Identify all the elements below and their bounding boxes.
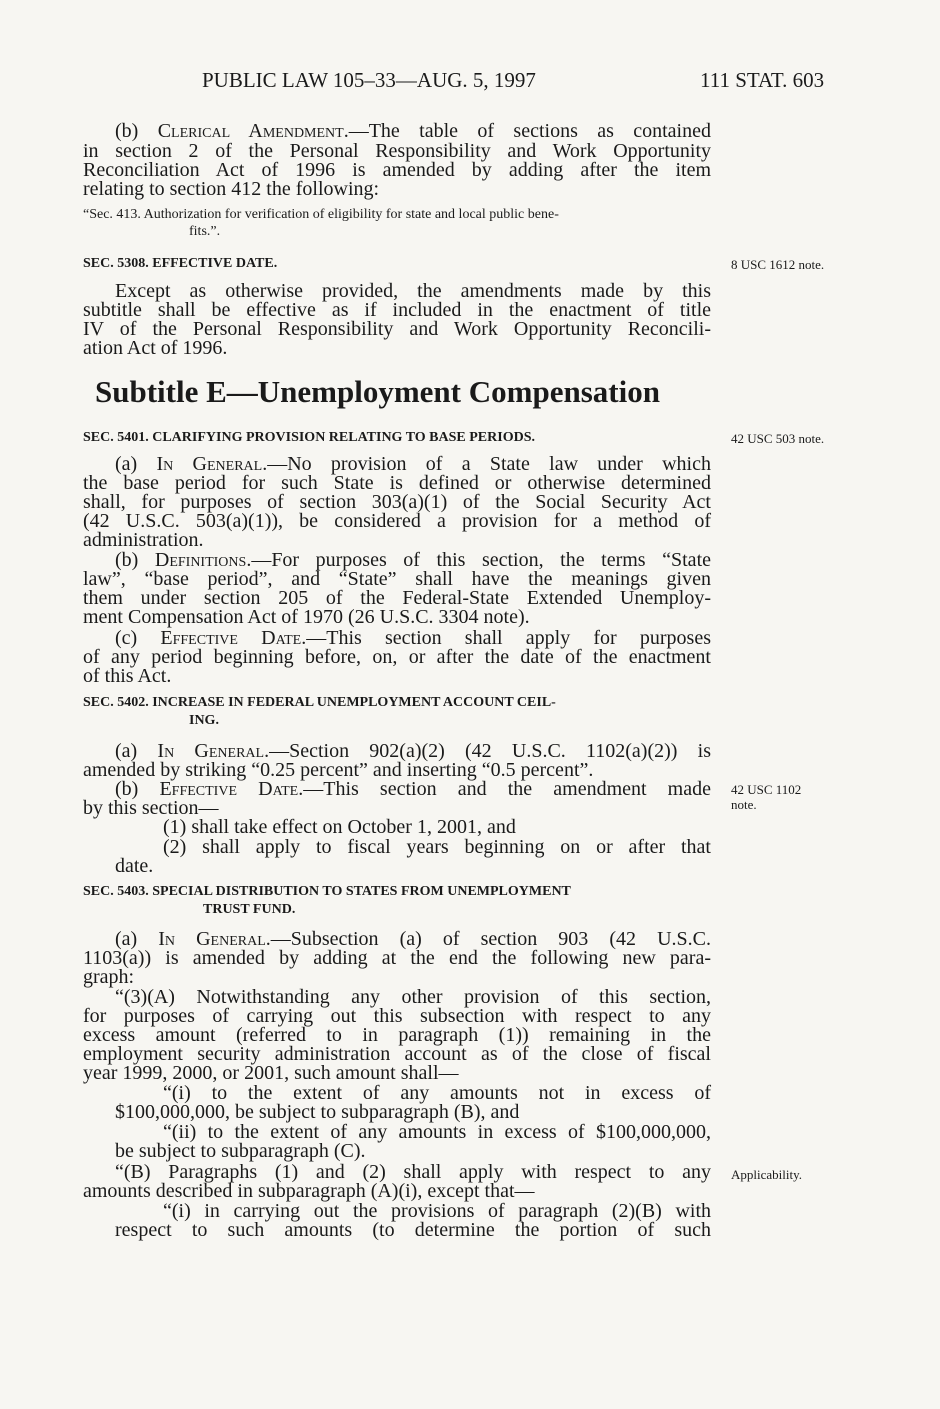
sec5401-b-line-4: ment Compensation Act of 1970 (26 U.S.C. 3304 note). — [83, 606, 530, 628]
sec5401-a-line-2: the base period for such State is defined or otherwise determined — [83, 472, 711, 494]
section-heading-5402-line-2: ING. — [189, 713, 219, 728]
section-heading-5403-line-2: TRUST FUND. — [203, 902, 296, 917]
sec5308-line-1: Except as otherwise provided, the amendments made by this — [115, 280, 711, 302]
sec5401-c-line-2: of any period beginning before, on, or after the date of the enactment — [83, 646, 711, 668]
sec5401-a-line-4: (42 U.S.C. 503(a)(1)), be considered a provision for a method of — [83, 510, 711, 532]
running-header-left: PUBLIC LAW 105–33—AUG. 5, 1997 — [202, 68, 536, 92]
sec5403-a-line-3: graph: — [83, 966, 135, 988]
sec5403-a-line-1: (a) In General.—Subsection (a) of section 903 (42 U.S.C. — [115, 928, 711, 950]
sec5402-b-line-2: by this section— — [83, 797, 219, 819]
sec5308-line-3: IV of the Personal Responsibility and Work Opportunity Reconcili- — [83, 318, 711, 340]
clerical-amendment-line-1: (b) Clerical Amendment.—The table of sections as contained — [115, 120, 711, 142]
sec5402-a-line-1: (a) In General.—Section 902(a)(2) (42 U.S.C. 1102(a)(2)) is — [115, 740, 711, 762]
clerical-amendment-line-4: relating to section 412 the following: — [83, 178, 380, 200]
sec5401-c-line-3: of this Act. — [83, 665, 172, 687]
quoted-3A-line-3: excess amount (referred to in paragraph (1)) remaining in the — [83, 1024, 711, 1046]
sec5402-a-line-2: amended by striking “0.25 percent” and inserting “0.5 percent”. — [83, 759, 594, 781]
clause-i-line-2: $100,000,000, be subject to subparagraph (B), and — [115, 1101, 520, 1123]
section-heading-5401: SEC. 5401. CLARIFYING PROVISION RELATING TO BASE PERIODS. — [83, 430, 535, 445]
sec5402-b-line-1: (b) Effective Date.—This section and the amendment made — [115, 778, 711, 800]
margin-note-5401: 42 USC 503 note. — [731, 431, 825, 446]
table-entry-line-1: “Sec. 413. Authorization for verification of eligibility for state and local public bene- — [83, 207, 559, 222]
sec5401-c-line-1: (c) Effective Date.—This section shall apply for purposes — [115, 627, 711, 649]
sec5308-line-2: subtitle shall be effective as if included in the enactment of title — [83, 299, 711, 321]
running-header-right: 111 STAT. 603 — [700, 68, 825, 92]
quoted-3A-line-4: employment security administration account as of the close of fiscal — [83, 1043, 711, 1065]
quoted-3A-line-2: for purposes of carrying out this subsection with respect to any — [83, 1005, 711, 1027]
clause-ii-line-1: “(ii) to the extent of any amounts in excess of $100,000,000, — [163, 1121, 711, 1143]
margin-note-5308: 8 USC 1612 note. — [731, 257, 825, 272]
sec5402-para-2-line-1: (2) shall apply to fiscal years beginning on or after that — [163, 836, 711, 858]
quoted-B-line-1: “(B) Paragraphs (1) and (2) shall apply with respect to any — [115, 1161, 711, 1183]
sec5401-a-line-1: (a) In General.—No provision of a State law under which — [115, 453, 711, 475]
quoted-3A-line-5: year 1999, 2000, or 2001, such amount shall— — [83, 1062, 459, 1084]
quoted-3A-line-1: “(3)(A) Notwithstanding any other provision of this section, — [115, 986, 711, 1008]
sec5402-para-1: (1) shall take effect on October 1, 2001, and — [163, 816, 516, 838]
clerical-amendment-line-3: Reconciliation Act of 1996 is amended by adding after the item — [83, 159, 711, 181]
clause-B-i-line-1: “(i) in carrying out the provisions of paragraph (2)(B) with — [163, 1200, 711, 1222]
clerical-amendment-line-2: in section 2 of the Personal Responsibility and Work Opportunity — [83, 140, 711, 162]
sec5403-a-line-2: 1103(a)) is amended by adding at the end the following new para- — [83, 947, 711, 969]
section-heading-5402-line-1: SEC. 5402. INCREASE IN FEDERAL UNEMPLOYMENT ACCOUNT CEIL- — [83, 695, 556, 710]
sec5401-b-line-2: law”, “base period”, and “State” shall have the meanings given — [83, 568, 711, 590]
sec5401-a-line-3: shall, for purposes of section 303(a)(1) of the Social Security Act — [83, 491, 711, 513]
margin-note-5402-line-1: 42 USC 1102 — [731, 782, 802, 797]
margin-note-5402-line-2: note. — [731, 797, 757, 812]
subtitle-heading: Subtitle E—Unemployment Compensation — [95, 374, 660, 409]
section-heading-5308: SEC. 5308. EFFECTIVE DATE. — [83, 256, 278, 271]
table-entry-line-2: fits.”. — [189, 224, 221, 239]
margin-note-applicability: Applicability. — [731, 1167, 803, 1182]
sec5401-b-line-3: them under section 205 of the Federal-State Extended Unemploy- — [83, 587, 711, 609]
quoted-B-line-2: amounts described in subparagraph (A)(i), except that— — [83, 1180, 535, 1202]
clause-i-line-1: “(i) to the extent of any amounts not in excess of — [163, 1082, 711, 1104]
section-heading-5403-line-1: SEC. 5403. SPECIAL DISTRIBUTION TO STATES FROM UNEMPLOYMENT — [83, 884, 571, 899]
sec5401-b-line-1: (b) Definitions.—For purposes of this section, the terms “State — [115, 549, 711, 571]
clause-ii-line-2: be subject to subparagraph (C). — [115, 1140, 366, 1162]
clause-B-i-line-2: respect to such amounts (to determine the portion of such — [115, 1219, 711, 1241]
sec5401-a-line-5: administration. — [83, 529, 204, 551]
sec5308-line-4: ation Act of 1996. — [83, 337, 228, 359]
sec5402-para-2-line-2: date. — [115, 855, 154, 877]
